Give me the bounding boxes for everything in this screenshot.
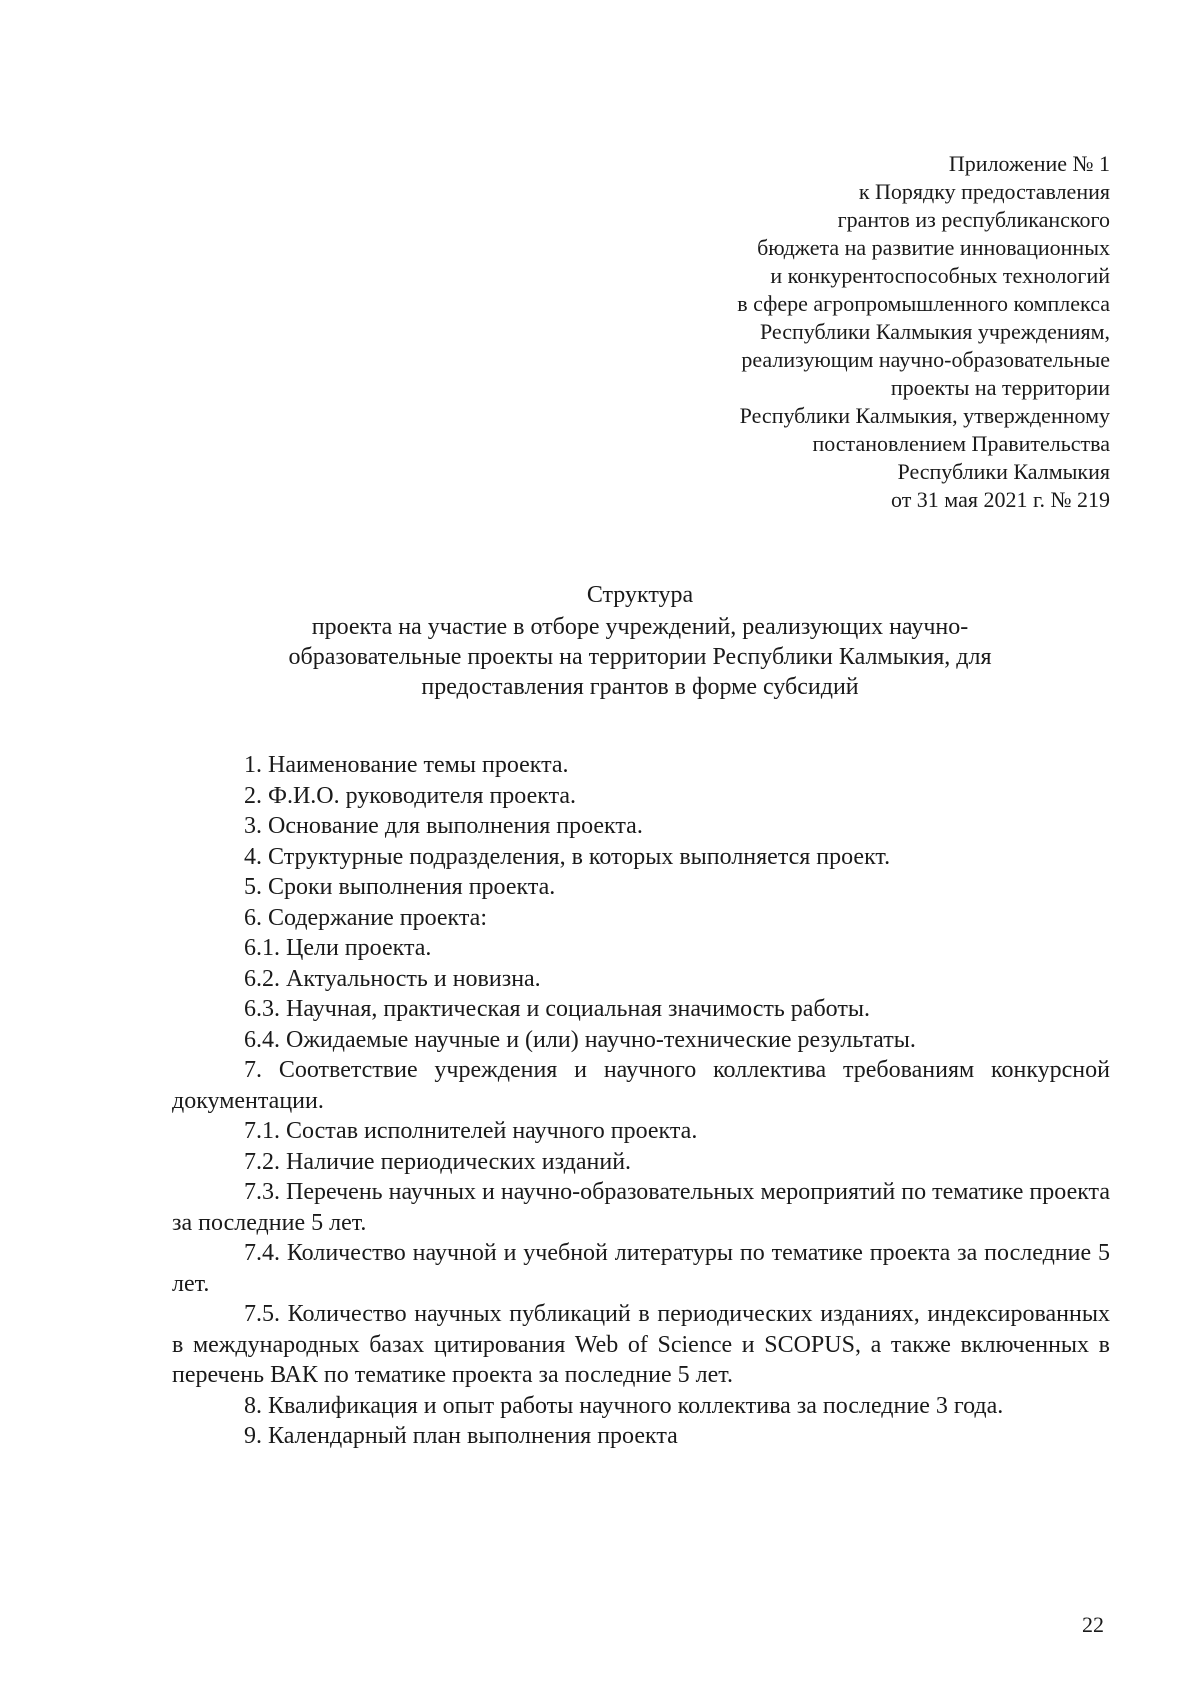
document-title: Структура — [586, 582, 694, 608]
document-heading — [170, 580, 1110, 702]
appendix-line: реализующим научно-образовательные — [741, 347, 1110, 372]
list-item: 7.2. Наличие периодических изданий. — [244, 1148, 632, 1175]
list-item: 6.1. Цели проекта. — [244, 935, 432, 961]
appendix-line: Приложение № 1 — [948, 151, 1110, 176]
appendix-line: от 31 мая 2021 г. № 219 — [890, 487, 1110, 512]
list-item: 3. Основание для выполнения проекта. — [244, 813, 643, 839]
list-item: 7.3. Перечень научных и научно-образовательных мероприятий по тематике проекта за последние 5 лет. — [172, 1179, 1110, 1236]
list-item: 9. Календарный план выполнения проекта — [244, 1423, 678, 1449]
list-item: 4. Структурные подразделения, в которых выполняется проект. — [244, 843, 891, 870]
list-item: 7.1. Состав исполнителей научного проекта. — [244, 1118, 698, 1144]
appendix-line: постановлением Правительства — [812, 431, 1110, 456]
appendix-line: к Порядку предоставления — [858, 179, 1110, 204]
list-item: 1. Наименование темы проекта. — [244, 752, 569, 778]
list-item: 2. Ф.И.О. руководителя проекта. — [244, 782, 577, 809]
page-number: 22 — [1082, 1612, 1104, 1637]
appendix-line: Республики Калмыкия, утвержденному — [739, 403, 1110, 428]
appendix-line: и конкурентоспособных технологий — [770, 263, 1110, 288]
structure-list — [172, 750, 1110, 1452]
list-item: 7.4. Количество научной и учебной литературы по тематике проекта за последние 5 лет. — [172, 1240, 1110, 1297]
appendix-line: бюджета на развитие инновационных — [757, 235, 1110, 260]
appendix-line: проекты на территории — [890, 375, 1110, 400]
appendix-line: грантов из республиканского — [837, 207, 1110, 232]
list-item: 6. Содержание проекта: — [244, 904, 487, 931]
list-item: 8. Квалификация и опыт работы научного коллектива за последние 3 года. — [244, 1392, 1004, 1419]
list-item: 6.4. Ожидаемые научные и (или) научно-технические результаты. — [244, 1026, 916, 1053]
appendix-line: Республики Калмыкия — [897, 459, 1110, 484]
document-subtitle-line: проекта на участие в отборе учреждений, реализующих научно- — [311, 614, 969, 640]
list-item: 7. Соответствие учреждения и научного коллектива требованиям конкурсной документации. — [172, 1057, 1110, 1114]
appendix-reference — [590, 150, 1110, 514]
appendix-line: Республики Калмыкия учреждениям, — [759, 319, 1110, 344]
document-subtitle-line: образовательные проекты на территории Республики Калмыкия, для — [288, 644, 992, 670]
list-item: 7.5. Количество научных публикаций в периодических изданиях, индексированных в международных базах цитирования Web of Science и SCOPUS, а также включенных в перечень ВАК по тематике проекта за последние 5 лет. — [172, 1301, 1110, 1388]
list-item: 5. Сроки выполнения проекта. — [244, 874, 556, 900]
list-item: 6.3. Научная, практическая и социальная значимость работы. — [244, 996, 870, 1022]
document-subtitle-line: предоставления грантов в форме субсидий — [421, 674, 859, 700]
appendix-line: в сфере агропромышленного комплекса — [737, 291, 1110, 316]
list-item: 6.2. Актуальность и новизна. — [244, 965, 541, 992]
